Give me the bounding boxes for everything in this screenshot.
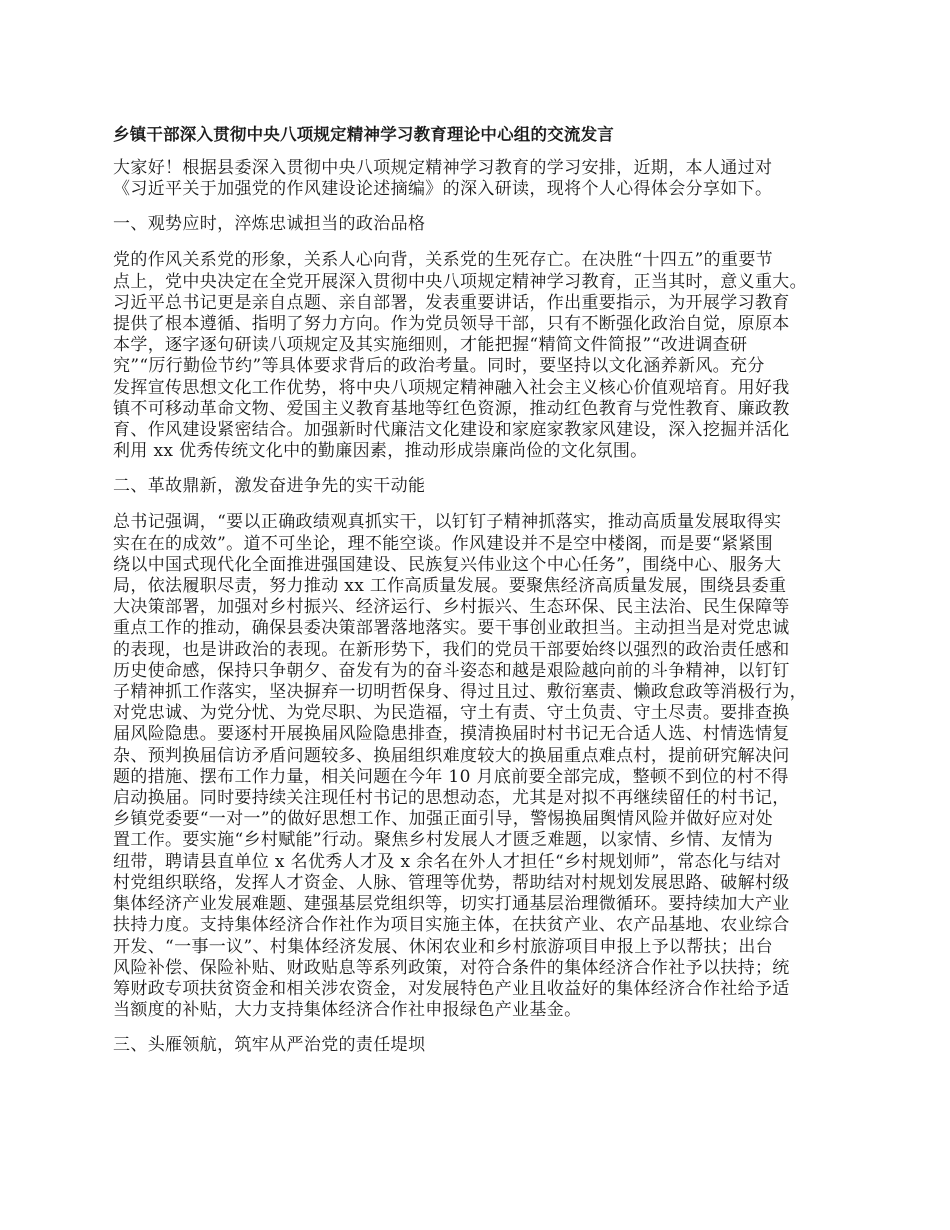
text-line: 置工作。要实施“乡村赋能”行动。聚焦乡村发展人才匮乏难题，以家情、乡情、友情为 bbox=[113, 830, 774, 851]
text-line: 总书记强调，“要以正确政绩观真抓实干，以钉钉子精神抓落实，推动高质量发展取得实 bbox=[113, 512, 782, 533]
text-line: 的表现，也是讲政治的表现。在新形势下，我们的党员干部要始终以强烈的政治责任感和 bbox=[113, 639, 790, 660]
text-line: 实在在的成效”。道不可坐论，理不能空谈。作风建设并不是空中楼阁，而是要“紧紧围 bbox=[113, 533, 774, 554]
text-line: 纽带，聘请县直单位 x 名优秀人才及 x 余名在外人才担任“乡村规划师”，常态化与结对 bbox=[113, 851, 782, 872]
text-line: 子精神抓工作落实，坚决摒弃一切明哲保身、得过且过、敷衍塞责、懒政怠政等消极行为， bbox=[113, 682, 807, 703]
text-line: 点上，党中央决定在全党开展深入贯彻中央八项规定精神学习教育，正当其时，意义重大。 bbox=[113, 271, 807, 292]
text-line: 《习近平关于加强党的作风建设论述摘编》的深入研读，现将个人心得体会分享如下。 bbox=[113, 179, 773, 200]
text-line: 镇不可移动革命文物、爱国主义教育基地等红色资源，推动红色教育与党性教育、廉政教 bbox=[113, 398, 790, 419]
text-line: 大家好！根据县委深入贯彻中央八项规定精神学习教育的学习安排，近期，本人通过对 bbox=[113, 158, 773, 178]
text-line: 发挥宣传思想文化工作优势，将中央八项规定精神融入社会主义核心价值观培育。用好我 bbox=[113, 377, 790, 398]
section-heading-1: 一、观势应时，淬炼忠诚担当的政治品格 bbox=[113, 214, 426, 235]
section-heading-3: 三、头雁领航，筑牢从严治党的责任堤坝 bbox=[113, 1035, 426, 1056]
text-line: 届风险隐患。要逐村开展换届风险隐患排查，摸清换届时村书记无合适人选、村情选情复 bbox=[113, 724, 790, 745]
text-line: 习近平总书记更是亲自点题、亲自部署，发表重要讲话，作出重要指示，为开展学习教育 bbox=[113, 292, 790, 313]
text-line: 育、作风建设紧密结合。加强新时代廉洁文化建设和家庭家教家风建设，深入挖掘并活化 bbox=[113, 420, 790, 441]
text-line: 村党组织联络，发挥人才资金、人脉、管理等优势，帮助结对村规划发展思路、破解村级 bbox=[113, 872, 790, 893]
text-line: 启动换届。同时要持续关注现任村书记的思想动态，尤其是对拟不再继续留任的村书记， bbox=[113, 788, 790, 809]
text-line: 绕以中国式现代化全面推进强国建设、民族复兴伟业这个中心任务”，围绕中心、服务大 bbox=[113, 554, 782, 575]
text-line: 本学，逐字逐句研读八项规定及其实施细则，才能把握“精简文件简报”“改进调查研 bbox=[113, 335, 748, 356]
text-line: 提供了根本遵循、指明了努力方向。作为党员领导干部，只有不断强化政治自觉，原原本 bbox=[113, 314, 790, 335]
intro-paragraph bbox=[113, 158, 843, 200]
text-line: 大决策部署，加强对乡村振兴、经济运行、乡村振兴、生态环保、民主法治、民生保障等 bbox=[113, 597, 790, 618]
text-line: 重点工作的推动，确保县委决策部署落地落实。要干事创业敢担当。主动担当是对党忠诚 bbox=[113, 618, 790, 639]
text-line: 乡镇党委要“一对一”的做好思想工作、加强正面引导，警惕换届舆情风险并做好应对处 bbox=[113, 809, 774, 830]
text-line: 题的措施、摆布工作力量，相关问题在今年 10 月底前要全部完成，整顿不到位的村不得 bbox=[113, 766, 789, 787]
section-heading-2: 二、革故鼎新，激发奋进争先的实干动能 bbox=[113, 476, 426, 497]
text-line: 历史使命感，保持只争朝夕、奋发有为的奋斗姿态和越是艰险越向前的斗争精神，以钉钉 bbox=[113, 660, 790, 681]
document-title: 乡镇干部深入贯彻中央八项规定精神学习教育理论中心组的交流发言 bbox=[113, 125, 614, 144]
document-page bbox=[113, 124, 843, 1071]
text-line: 利用 xx 优秀传统文化中的勤廉因素，推动形成崇廉尚俭的文化氛围。 bbox=[113, 441, 648, 462]
text-line: 党的作风关系党的形象，关系人心向背，关系党的生死存亡。在决胜“十四五”的重要节 bbox=[113, 250, 774, 271]
text-line: 筹财政专项扶贫资金和相关涉农资金，对发展特色产业且收益好的集体经济合作社给予适 bbox=[113, 978, 790, 999]
text-line: 对党忠诚、为党分忧、为党尽职、为民造福，守土有责、守土负责、守土尽责。要排查换 bbox=[113, 703, 790, 724]
section-1-paragraph bbox=[113, 250, 843, 462]
section-2-paragraph bbox=[113, 512, 843, 1021]
text-line: 当额度的补贴，大力支持集体经济合作社申报绿色产业基金。 bbox=[113, 1000, 582, 1021]
text-line: 局，依法履职尽责，努力推动 xx 工作高质量发展。要聚焦经济高质量发展，围绕县委重 bbox=[113, 576, 787, 597]
text-line: 究”“厉行勤俭节约”等具体要求背后的政治考量。同时，要坚持以文化涵养新风。充分 bbox=[113, 356, 765, 377]
text-line: 杂、预判换届信访矛盾问题较多、换届组织难度较大的换届重点难点村，提前研究解决问 bbox=[113, 745, 790, 766]
text-line: 风险补偿、保险补贴、财政贴息等系列政策，对符合条件的集体经济合作社予以扶持；统 bbox=[113, 957, 790, 978]
text-line: 集体经济产业发展难题、建强基层党组织等，切实打通基层治理微循环。要持续加大产业 bbox=[113, 894, 790, 915]
text-line: 开发、“一事一议”、村集体经济发展、休闲农业和乡村旅游项目申报上予以帮扶；出台 bbox=[113, 936, 774, 957]
text-line: 扶持力度。支持集体经济合作社作为项目实施主体，在扶贫产业、农产品基地、农业综合 bbox=[113, 915, 790, 936]
